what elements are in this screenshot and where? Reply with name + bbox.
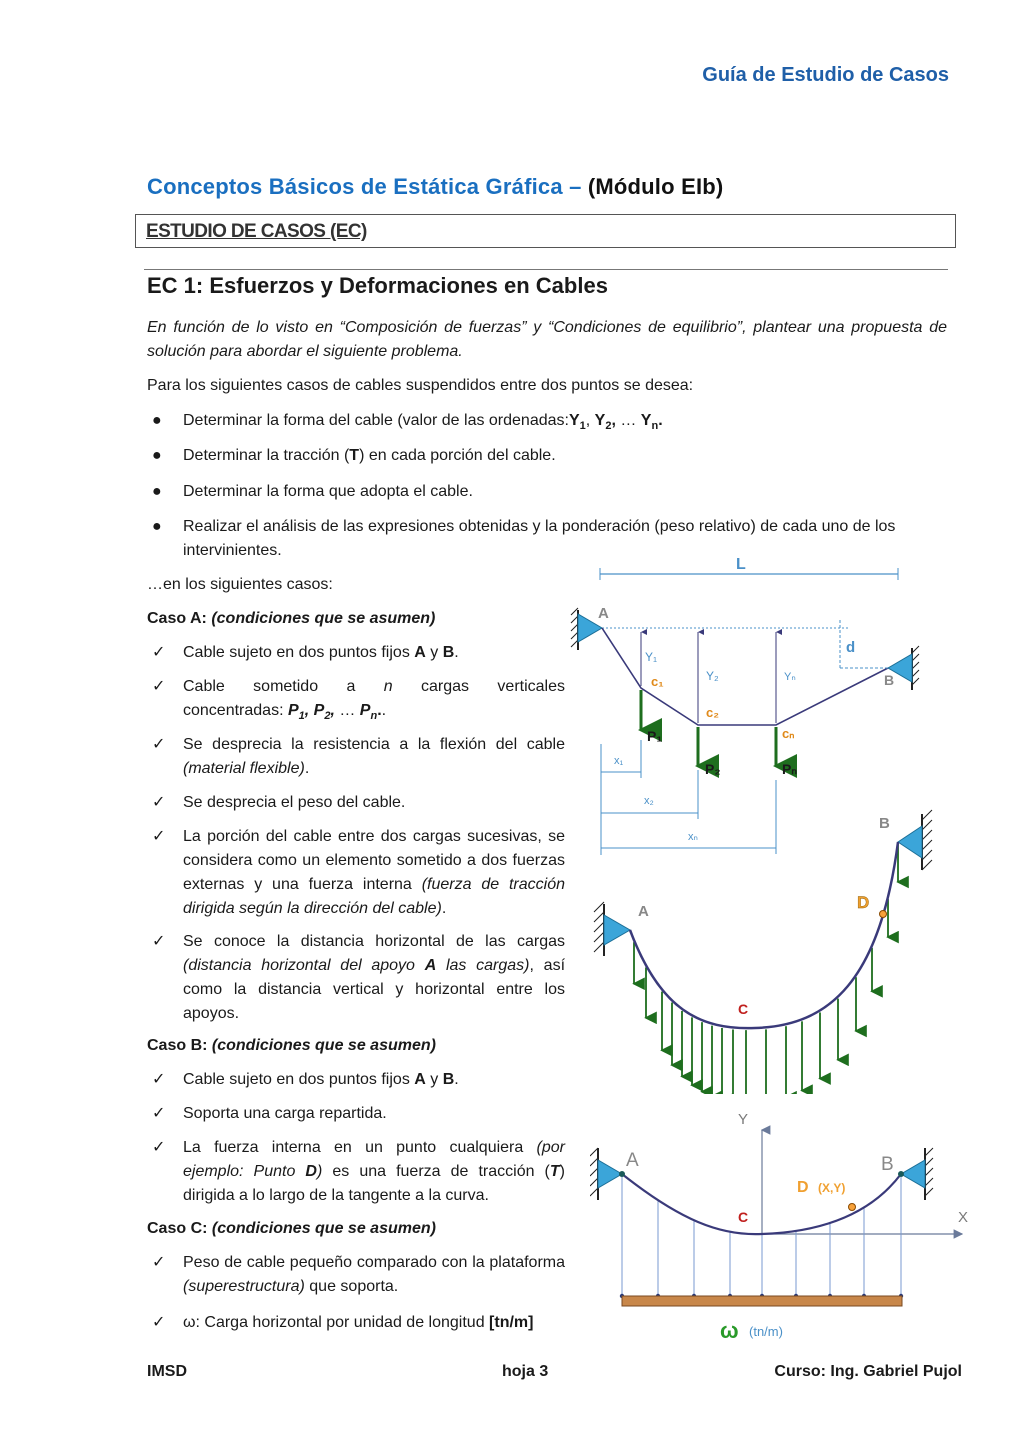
check-icon: ✓ — [152, 644, 166, 661]
list-item: ✓ Se desprecia el peso del cable. — [147, 791, 565, 815]
footer-left: IMSD — [147, 1363, 187, 1380]
list-item: ✓ Cable sujeto en dos puntos fijos A y B. — [147, 641, 565, 665]
distributed-loads — [634, 844, 898, 1094]
list-item: ✓ Se desprecia la resistencia a la flexión del cable (material flexible). — [147, 733, 565, 781]
support-a-icon — [594, 902, 630, 956]
lead-text: Para los siguientes casos de cables suspendidos entre dos puntos se desea: — [147, 377, 694, 394]
case-b-heading: Caso B: (condiciones que se asumen) — [147, 1037, 436, 1054]
label-xn: xₙ — [688, 831, 698, 843]
list-item: ✓ Se conoce la distancia horizontal de las cargas (distancia horizontal del apoyo A las cargas), así como la distancia vertical y horizontal entre los apoyos. — [147, 930, 565, 1026]
label-cn: cₙ — [782, 726, 795, 741]
label-Y1: Y₁ — [645, 650, 658, 664]
list-item: ✓ ω: Carga horizontal por unidad de longitud [tn/m] — [147, 1311, 565, 1335]
bullet-icon: ● — [152, 447, 162, 464]
label-P2: P₂ — [705, 761, 721, 777]
bullet-text-end: ) en cada porción del cable. — [359, 447, 556, 464]
intro-text: En función de lo visto en “Composición de fuerzas” y “Condiciones de equilibrio”, plantear una propuesta de solución para abordar el siguiente problema. — [147, 319, 947, 360]
list-item: ✓ La fuerza interna en un punto cualquiera (por ejemplo: Punto D) es una fuerza de tracción (T) dirigida a lo largo de la tangente a la curva. — [147, 1136, 565, 1208]
section-box — [135, 214, 956, 248]
tension-symbol: T — [349, 447, 360, 464]
bullet-icon: ● — [152, 412, 162, 429]
ec-title: EC 1: Esfuerzos y Deformaciones en Cables — [147, 273, 608, 298]
cable-curve — [630, 842, 898, 1028]
label-c2: c₂ — [706, 705, 720, 720]
y1-symbol: $Y_1$ — [568, 412, 586, 433]
guide-title: Guía de Estudio de Casos — [702, 64, 949, 86]
check-icon: ✓ — [152, 828, 166, 845]
check-icon: ✓ — [152, 736, 166, 753]
label-Y2: Y₂ — [706, 669, 719, 683]
footer-course: Curso: Ing. Gabriel Pujol — [774, 1363, 962, 1380]
list-item: ✓ Peso de cable pequeño comparado con la plataforma (superestructura) que soporta. — [147, 1251, 565, 1299]
label-C: C — [738, 1209, 749, 1225]
check-icon: ✓ — [152, 1105, 166, 1122]
label-c1: c₁ — [651, 674, 664, 689]
figure-distributed-load — [590, 808, 946, 1094]
support-b-icon — [898, 810, 932, 870]
label-A: A — [638, 903, 649, 920]
case-c-heading: Caso C: (condiciones que se asumen) — [147, 1220, 436, 1237]
section-box-label: ESTUDIO DE CASOS (EC) — [146, 221, 367, 242]
label-D: D — [797, 1179, 809, 1196]
bullet-text: Determinar la tracción ( — [183, 447, 350, 464]
bullet-text: Determinar la forma del cable (valor de las ordenadas: — [183, 412, 569, 429]
list-item — [147, 480, 947, 504]
figure-suspension-bridge — [590, 1108, 975, 1348]
label-Yn: Yₙ — [784, 671, 796, 683]
bullet-icon: ● — [152, 483, 162, 500]
list-item: ✓ Cable sujeto en dos puntos fijos A y B. — [147, 1068, 565, 1092]
page-title — [147, 174, 723, 200]
label-axis-X: X — [958, 1209, 969, 1226]
label-d: d — [846, 639, 856, 656]
title-main: Conceptos Básicos de Estática Gráfica – — [147, 174, 582, 199]
label-B: B — [884, 672, 895, 688]
cases-lead: …en los siguientes casos: — [147, 576, 333, 593]
point-D — [880, 911, 887, 918]
case-a-heading: Caso A: (condiciones que se asumen) — [147, 610, 436, 627]
label-A: A — [626, 1150, 639, 1171]
support-b-icon — [901, 1148, 933, 1200]
list-item — [147, 444, 947, 468]
label-A: A — [598, 605, 609, 622]
list-item: ✓ Soporta una carga repartida. — [147, 1102, 565, 1126]
bullet-text: Realizar el análisis de las expresiones obtenidas y la ponderación (peso relativo) de cada uno de los intervinientes. — [183, 518, 896, 559]
list-item: ✓ Cable sometido a n cargas verticales concentradas: $P_1$, $P_2$, … $P_n$.. — [147, 675, 565, 723]
omega-symbol: ω — [720, 1318, 739, 1343]
title-module: (Módulo EIb) — [581, 174, 724, 199]
label-D: D — [857, 893, 870, 912]
label-Pn: Pₙ — [782, 761, 797, 777]
point-D — [849, 1204, 856, 1211]
check-icon: ✓ — [152, 1071, 166, 1088]
label-B: B — [881, 1154, 894, 1175]
footer-page: hoja 3 — [502, 1363, 549, 1380]
list-item: ✓ La porción del cable entre dos cargas sucesivas, se considera como un elemento sometido a dos fuerzas externas y una fuerza interna (fuerza de tracción dirigida según la dirección del cable). — [147, 825, 565, 921]
list-item: ● Determinar la forma del cable (valor de las $ordenadas:Y_1$, $Y_2$, … $Y_n$. — [147, 409, 947, 433]
label-x1: x₁ — [614, 755, 624, 767]
support-a-icon — [590, 1148, 622, 1200]
check-icon: ✓ — [152, 1254, 166, 1271]
label-B: B — [879, 815, 890, 832]
bullet-icon: ● — [152, 518, 162, 535]
label-axis-Y: Y — [738, 1111, 749, 1128]
check-icon: ✓ — [152, 933, 166, 950]
check-icon: ✓ — [152, 1314, 166, 1331]
check-icon: ✓ — [152, 794, 166, 811]
omega-unit: (tn/m) — [749, 1324, 783, 1339]
check-icon: ✓ — [152, 678, 166, 695]
label-P1: P₁ — [647, 728, 663, 744]
label-DXY: (X,Y) — [818, 1181, 846, 1195]
divider — [144, 269, 948, 270]
bullet-text: Determinar la forma que adopta el cable. — [183, 483, 473, 500]
check-icon: ✓ — [152, 1139, 166, 1156]
label-L: L — [736, 556, 746, 573]
label-x2: x₂ — [644, 795, 654, 807]
bridge-deck — [622, 1296, 902, 1306]
label-C: C — [738, 1001, 749, 1017]
